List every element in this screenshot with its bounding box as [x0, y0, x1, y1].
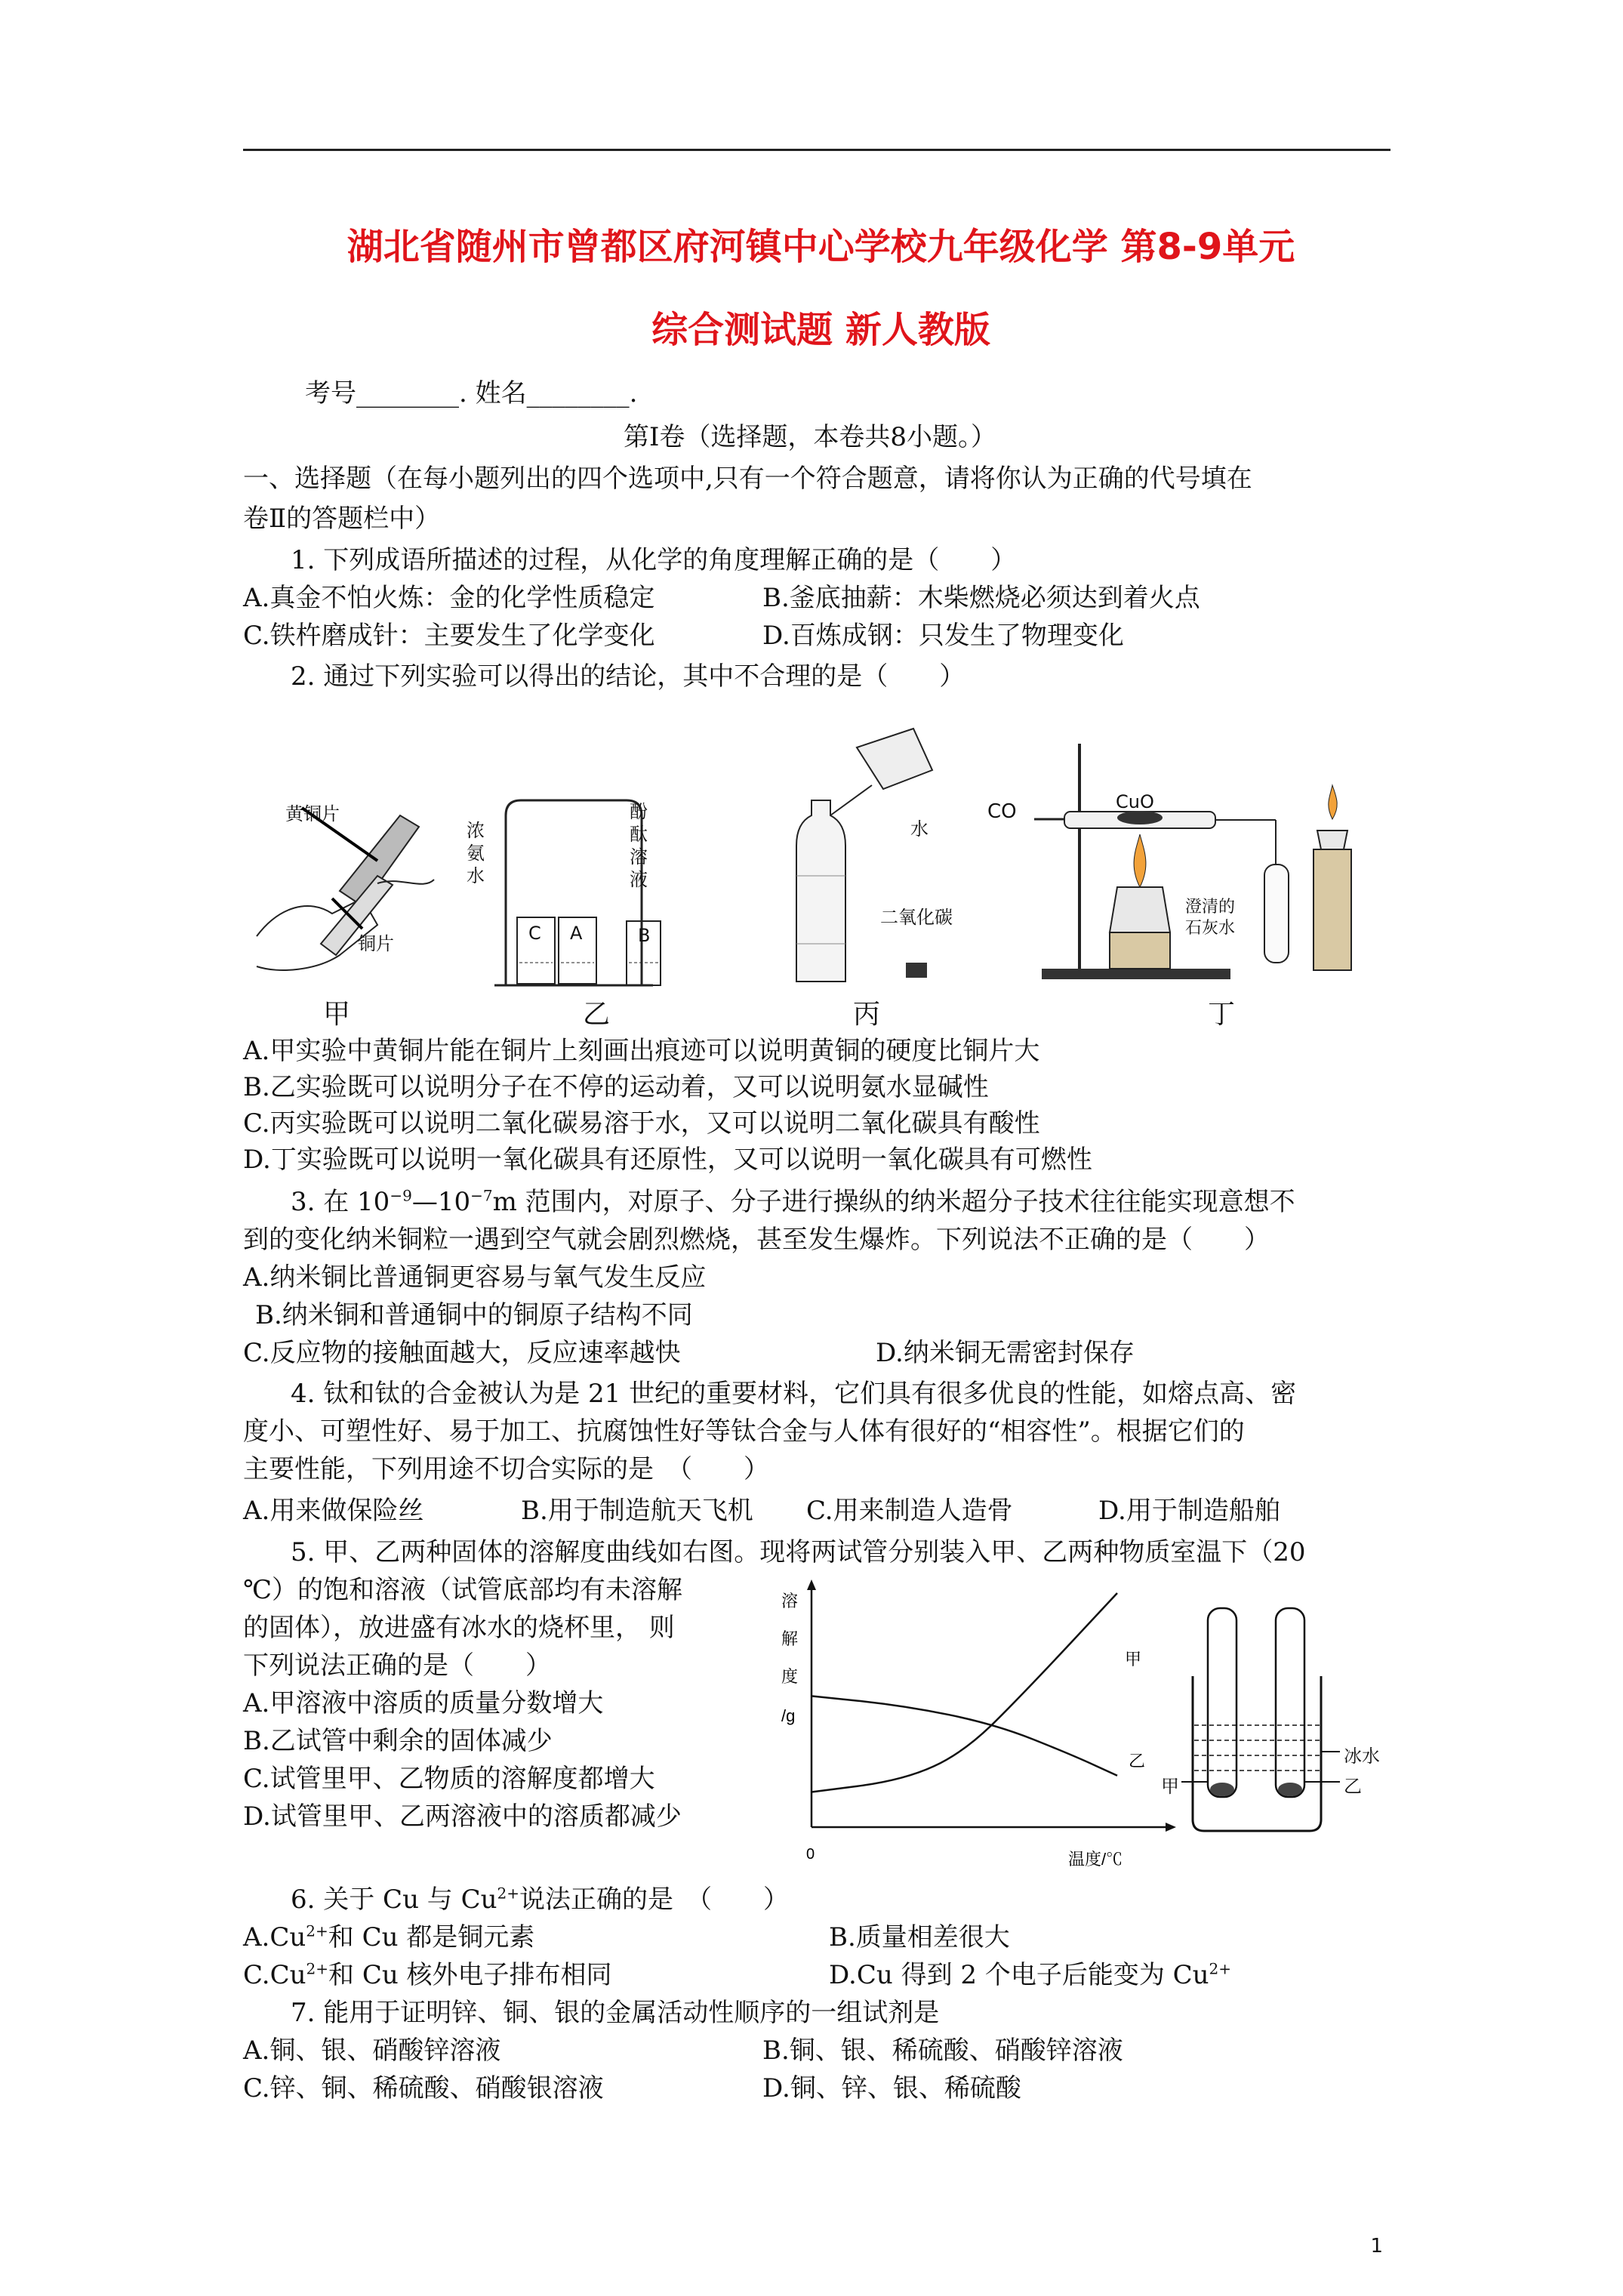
- q5-line-2: ℃）的饱和溶液（试管底部均有未溶解: [243, 1575, 683, 1605]
- y-label-2: 解: [781, 1629, 799, 1648]
- label-tube-jia: 甲: [1161, 1776, 1179, 1797]
- q2-stem: 2. 通过下列实验可以得出的结论，其中不合理的是（ ）: [291, 661, 965, 692]
- series-yi-line: [812, 1696, 1117, 1775]
- figure-bing: [785, 725, 951, 989]
- q5-option-c: C.试管里甲、乙物质的溶解度都增大: [243, 1764, 655, 1794]
- title-line-1: 湖北省随州市曾都区府河镇中心学校九年级化学 第8-9单元: [346, 226, 1295, 268]
- origin-label: 0: [806, 1846, 815, 1863]
- q7-option-d: D.铜、锌、银、稀硫酸: [762, 2073, 1021, 2103]
- beaker-label-c: C: [528, 923, 541, 944]
- q2-option-b: B.乙实验既可以说明分子在不停的运动着，又可以说明氨水显碱性: [243, 1072, 989, 1102]
- label-ammonia: 浓 氨 水: [467, 820, 485, 886]
- series-yi-label: 乙: [1129, 1752, 1146, 1771]
- y-label-4: /g: [781, 1706, 796, 1725]
- q5-line-1: 5. 甲、乙两种固体的溶解度曲线如右图。现将两试管分别装入甲、乙两种物质室温下（20: [291, 1537, 1306, 1567]
- label-copper: 铜片: [358, 933, 394, 954]
- q7-option-c: C.锌、铜、稀硫酸、硝酸银溶液: [243, 2073, 604, 2103]
- label-water: 水: [910, 818, 929, 840]
- q7-option-a: A.铜、银、硝酸锌溶液: [243, 2036, 501, 2066]
- figure-jia: [249, 785, 445, 989]
- q1-option-d: D.百炼成钢：只发生了物理变化: [762, 621, 1124, 651]
- q5-line-4: 下列说法正确的是（ ）: [243, 1650, 551, 1681]
- exam-info: 考号________. 姓名________.: [305, 378, 638, 408]
- label-phenolphthalein: 酚 酞 溶 液: [630, 801, 648, 890]
- header-rule: [243, 149, 1390, 151]
- q4-option-d: D.用于制造船舶: [1098, 1496, 1280, 1526]
- q6-option-c: $C.Cu^{2+}$和 Cu 核外电子排布相同: [243, 1959, 612, 1990]
- q7-stem: 7. 能用于证明锌、铜、银的金属活动性顺序的一组试剂是: [291, 1998, 940, 2028]
- q5-option-a: A.甲溶液中溶质的质量分数增大: [243, 1688, 604, 1718]
- q2-option-c: C.丙实验既可以说明二氧化碳易溶于水，又可以说明二氧化碳具有酸性: [243, 1108, 1040, 1139]
- solubility-chart: [778, 1578, 1200, 1880]
- q1-option-c: C.铁杵磨成针：主要发生了化学变化: [243, 621, 655, 651]
- q5-option-d: D.试管里甲、乙两溶液中的溶质都减少: [243, 1801, 682, 1832]
- caption-yi: 乙: [583, 999, 611, 1030]
- q4-option-b: B.用于制造航天飞机: [521, 1496, 753, 1526]
- x-axis-arrow: [1166, 1823, 1176, 1832]
- beaker-label-a: A: [570, 923, 583, 944]
- y-axis-arrow: [807, 1579, 816, 1590]
- beaker-label-b: B: [638, 925, 651, 946]
- q3-option-d: D.纳米铜无需密封保存: [876, 1338, 1135, 1368]
- volume-heading: 第Ⅰ卷（选择题，本卷共8小题。）: [624, 422, 997, 452]
- q4-option-c: C.用来制造人造骨: [806, 1496, 1013, 1526]
- q7-option-b: B.铜、银、稀硫酸、硝酸锌溶液: [762, 2036, 1123, 2066]
- q4-line-1: 4. 钛和钛的合金被认为是 21 世纪的重要材料，它们具有很多优良的性能，如熔点高、密: [291, 1379, 1297, 1409]
- caption-ding: 丁: [1208, 999, 1236, 1030]
- q6-option-d: D.Cu 得到 2 个电子后能变为 $Cu^{2+}$: [829, 1959, 1232, 1990]
- caption-bing: 丙: [853, 999, 881, 1030]
- q3-option-a: A.纳米铜比普通铜更容易与氧气发生反应: [243, 1262, 707, 1293]
- section-intro-1: 一、选择题（在每小题列出的四个选项中,只有一个符合题意，请将你认为正确的代号填在: [243, 464, 1252, 494]
- beaker-figure: [1178, 1601, 1351, 1842]
- q3-option-b: B.纳米铜和普通铜中的铜原子结构不同: [255, 1300, 693, 1330]
- q6-stem: 6. 关于 Cu 与 $Cu^{2+}$说法正确的是 （ ）: [291, 1884, 789, 1915]
- page-number: 1: [1370, 2235, 1383, 2257]
- label-co: CO: [987, 800, 1017, 823]
- y-label-3: 度: [781, 1667, 799, 1686]
- section-intro-2: 卷Ⅱ的答题栏中）: [243, 504, 441, 534]
- label-ice-water: 冰水: [1344, 1746, 1380, 1767]
- q5-option-b: B.乙试管中剩余的固体减少: [243, 1726, 553, 1756]
- x-label: 温度/℃: [1068, 1850, 1123, 1869]
- q3-option-c: C.反应物的接触面越大，反应速率越快: [243, 1338, 681, 1368]
- title-line-2: 综合测试题 新人教版: [651, 309, 990, 351]
- label-limewater: 澄清的 石灰水: [1185, 898, 1236, 938]
- label-tube-yi: 乙: [1344, 1776, 1362, 1797]
- series-jia-label: 甲: [1125, 1650, 1142, 1669]
- q3-line-2: 到的变化纳米铜粒一遇到空气就会剧烈燃烧，甚至发生爆炸。下列说法不正确的是（ ）: [243, 1225, 1270, 1255]
- q2-option-d: D.丁实验既可以说明一氧化碳具有还原性，又可以说明一氧化碳具有可燃性: [243, 1145, 1092, 1175]
- q6-option-a: $A.Cu^{2+}$和 Cu 都是铜元素: [243, 1922, 535, 1952]
- q4-line-2: 度小、可塑性好、易于加工、抗腐蚀性好等钛合金与人体有很好的“相容性”。根据它们的: [243, 1416, 1245, 1447]
- q4-option-a: A.用来做保险丝: [243, 1496, 424, 1526]
- y-label-1: 溶: [781, 1592, 799, 1610]
- series-jia-line: [812, 1593, 1117, 1792]
- q1-option-a: A.真金不怕火炼：金的化学性质稳定: [243, 583, 655, 613]
- q3-line-1: 3. 在 $10^{-9}—10^{-7}m$ 范围内，对原子、分子进行操纵的纳米超分子技术往往能实现意想不: [291, 1186, 1295, 1217]
- caption-jia: 甲: [323, 999, 351, 1030]
- q6-option-b: B.质量相差很大: [829, 1922, 1010, 1952]
- figure-ding: [989, 736, 1374, 985]
- q2-option-a: A.甲实验中黄铜片能在铜片上刻画出痕迹可以说明黄铜的硬度比铜片大: [243, 1036, 1040, 1066]
- q5-line-3: 的固体），放进盛有冰水的烧杯里， 则: [243, 1613, 675, 1643]
- label-brass: 黄铜片: [285, 803, 340, 824]
- q1-option-b: B.釜底抽薪：木柴燃烧必须达到着火点: [762, 583, 1200, 613]
- q4-line-3: 主要性能，下列用途不切合实际的是 （ ）: [243, 1454, 769, 1484]
- q1-stem: 1. 下列成语所描述的过程，从化学的角度理解正确的是（ ）: [291, 545, 1017, 575]
- label-co2: 二氧化碳: [880, 907, 953, 928]
- label-cuo: CuO: [1116, 791, 1154, 812]
